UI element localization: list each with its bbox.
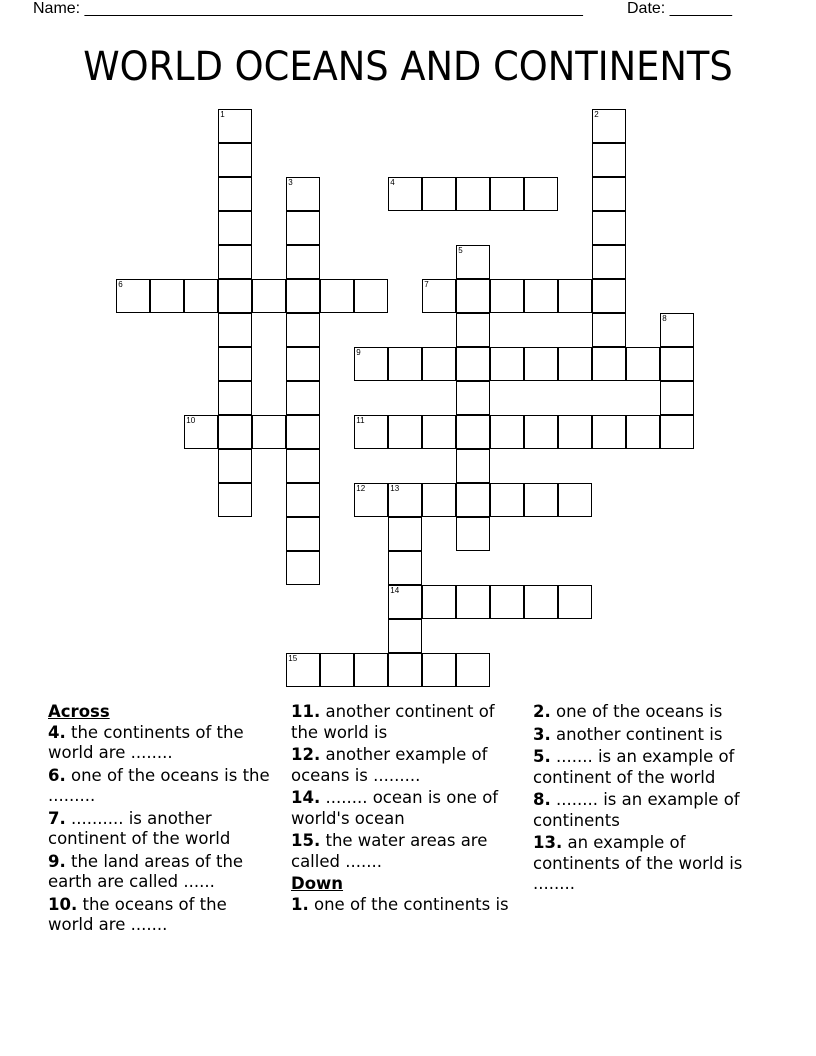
clue-num: 14. <box>291 788 321 807</box>
grid-cell[interactable] <box>524 177 558 211</box>
grid-cell[interactable] <box>218 211 252 245</box>
clue-text: the oceans of the world are ....... <box>48 894 227 934</box>
grid-cell[interactable] <box>388 517 422 551</box>
grid-cell[interactable] <box>558 585 592 619</box>
across-clue <box>291 831 519 872</box>
clue-num: 11. <box>291 702 321 721</box>
grid-cell[interactable] <box>422 585 456 619</box>
grid-cell[interactable] <box>286 449 320 483</box>
grid-cell[interactable] <box>116 279 150 313</box>
grid-cell[interactable] <box>388 585 422 619</box>
grid-cell[interactable] <box>490 347 524 381</box>
clue-num: 3. <box>533 724 551 744</box>
grid-cell[interactable] <box>456 449 490 483</box>
down-clue <box>291 895 519 916</box>
grid-cell[interactable] <box>218 313 252 347</box>
grid-cell[interactable] <box>286 279 320 313</box>
grid-cell[interactable] <box>286 177 320 211</box>
grid-cell[interactable] <box>218 449 252 483</box>
grid-cell[interactable] <box>456 177 490 211</box>
grid-cell[interactable] <box>286 313 320 347</box>
down-clue <box>533 790 773 831</box>
clue-number: 14 <box>390 586 400 596</box>
grid-cell[interactable] <box>388 551 422 585</box>
across-clue <box>291 702 519 743</box>
grid-cell[interactable] <box>524 347 558 381</box>
down-clue <box>533 725 773 746</box>
grid-cell[interactable] <box>660 415 694 449</box>
clue-text: another continent of the world is <box>291 702 495 742</box>
grid-cell[interactable] <box>422 653 456 687</box>
clue-number: 7 <box>424 280 429 290</box>
grid-cell[interactable] <box>388 415 422 449</box>
clue-number: 2 <box>594 110 599 120</box>
grid-cell[interactable] <box>252 279 286 313</box>
grid-cell[interactable] <box>286 381 320 415</box>
grid-cell[interactable] <box>524 585 558 619</box>
clue-text: another example of oceans is ......... <box>291 745 488 785</box>
grid-cell[interactable] <box>456 415 490 449</box>
grid-cell[interactable] <box>456 279 490 313</box>
across-clue <box>48 895 273 936</box>
clue-text: one of the oceans is the ......... <box>48 765 270 805</box>
clue-number: 8 <box>662 314 667 324</box>
grid-cell[interactable] <box>218 483 252 517</box>
clue-number: 12 <box>356 484 366 494</box>
grid-cell[interactable] <box>422 279 456 313</box>
clues-column-1 <box>48 702 273 938</box>
grid-cell[interactable] <box>592 279 626 313</box>
clue-number: 10 <box>186 416 196 426</box>
grid-cell[interactable] <box>286 653 320 687</box>
grid-cell[interactable] <box>218 415 252 449</box>
name-field[interactable]: Name: ________________________________________________________ <box>33 0 583 17</box>
clue-text: ........ ocean is one of world's ocean <box>291 788 499 828</box>
clue-number: 3 <box>288 178 293 188</box>
clue-text: ........ is an example of continents <box>533 790 740 830</box>
grid-cell[interactable] <box>388 483 422 517</box>
grid-cell[interactable] <box>558 483 592 517</box>
clue-num: 9. <box>48 851 66 871</box>
clue-number: 6 <box>118 280 123 290</box>
across-heading: Across <box>48 702 110 721</box>
grid-cell[interactable] <box>422 483 456 517</box>
grid-cell[interactable] <box>660 313 694 347</box>
clue-text: ....... is an example of continent of the world <box>533 747 735 787</box>
grid-cell[interactable] <box>456 347 490 381</box>
across-clue <box>291 745 519 786</box>
clue-number: 13 <box>390 484 400 494</box>
grid-cell[interactable] <box>592 313 626 347</box>
grid-cell[interactable] <box>422 177 456 211</box>
grid-cell[interactable] <box>286 551 320 585</box>
clues-column-3 <box>533 702 773 897</box>
grid-cell[interactable] <box>286 483 320 517</box>
grid-cell[interactable] <box>524 483 558 517</box>
grid-cell[interactable] <box>354 347 388 381</box>
clue-num: 6. <box>48 765 66 785</box>
grid-cell[interactable] <box>456 585 490 619</box>
clue-text: the water areas are called ....... <box>291 831 488 871</box>
grid-cell[interactable] <box>286 245 320 279</box>
grid-cell[interactable] <box>592 211 626 245</box>
across-clue <box>291 788 519 829</box>
grid-cell[interactable] <box>218 109 252 143</box>
grid-cell[interactable] <box>184 415 218 449</box>
across-clue <box>48 809 273 850</box>
down-clue <box>533 833 773 895</box>
grid-cell[interactable] <box>524 279 558 313</box>
grid-cell[interactable] <box>456 483 490 517</box>
across-clue <box>48 766 273 807</box>
grid-cell[interactable] <box>184 279 218 313</box>
grid-cell[interactable] <box>592 177 626 211</box>
across-clue <box>48 852 273 893</box>
clue-num: 8. <box>533 790 551 809</box>
grid-cell[interactable] <box>218 177 252 211</box>
grid-cell[interactable] <box>388 347 422 381</box>
grid-cell[interactable] <box>388 177 422 211</box>
grid-cell[interactable] <box>592 245 626 279</box>
grid-cell[interactable] <box>490 585 524 619</box>
clue-num: 13. <box>533 833 563 852</box>
date-field[interactable]: Date: _______ <box>627 0 732 17</box>
grid-cell[interactable] <box>592 109 626 143</box>
grid-cell[interactable] <box>626 347 660 381</box>
clue-text: the land areas of the earth are called ...... <box>48 851 244 891</box>
clue-num: 10. <box>48 894 78 914</box>
clue-text: .......... is another continent of the world <box>48 808 231 848</box>
grid-cell[interactable] <box>150 279 184 313</box>
grid-cell[interactable] <box>286 211 320 245</box>
grid-cell[interactable] <box>490 415 524 449</box>
grid-cell[interactable] <box>490 483 524 517</box>
across-clue <box>48 723 273 764</box>
clue-number: 1 <box>220 110 225 120</box>
clue-text: the continents of the world are ........ <box>48 722 244 762</box>
clue-text: another continent is <box>556 724 723 744</box>
grid-cell[interactable] <box>218 143 252 177</box>
grid-cell[interactable] <box>456 245 490 279</box>
clue-number: 15 <box>288 654 298 664</box>
page-title: WORLD OCEANS AND CONTINENTS <box>83 44 733 90</box>
grid-cell[interactable] <box>592 347 626 381</box>
grid-cell[interactable] <box>660 381 694 415</box>
grid-cell[interactable] <box>490 279 524 313</box>
clue-number: 5 <box>458 246 463 256</box>
clue-num: 7. <box>48 808 66 828</box>
grid-cell[interactable] <box>320 279 354 313</box>
grid-cell[interactable] <box>422 415 456 449</box>
down-clue <box>533 702 773 723</box>
grid-cell[interactable] <box>558 279 592 313</box>
clue-num: 15. <box>291 831 321 850</box>
clues-column-2 <box>291 702 519 917</box>
grid-cell[interactable] <box>456 381 490 415</box>
clue-number: 11 <box>356 416 365 426</box>
grid-cell[interactable] <box>354 415 388 449</box>
clue-num: 2. <box>533 702 551 721</box>
clue-num: 4. <box>48 722 66 742</box>
grid-cell[interactable] <box>218 381 252 415</box>
grid-cell[interactable] <box>354 279 388 313</box>
grid-cell[interactable] <box>558 347 592 381</box>
grid-cell[interactable] <box>218 279 252 313</box>
grid-cell[interactable] <box>286 415 320 449</box>
clue-text: one of the continents is <box>314 894 509 914</box>
clue-number: 9 <box>356 348 361 358</box>
grid-cell[interactable] <box>286 347 320 381</box>
grid-cell[interactable] <box>252 415 286 449</box>
grid-cell[interactable] <box>490 177 524 211</box>
clue-text: one of the oceans is <box>556 702 723 721</box>
clue-num: 12. <box>291 745 321 764</box>
grid-cell[interactable] <box>558 415 592 449</box>
grid-cell[interactable] <box>626 415 660 449</box>
grid-cell[interactable] <box>388 619 422 653</box>
grid-cell[interactable] <box>388 653 422 687</box>
clue-num: 1. <box>291 894 309 914</box>
grid-cell[interactable] <box>456 653 490 687</box>
clue-text: an example of continents of the world is ........ <box>533 833 743 893</box>
grid-cell[interactable] <box>218 347 252 381</box>
grid-cell[interactable] <box>456 517 490 551</box>
grid-cell[interactable] <box>354 653 388 687</box>
down-heading: Down <box>291 874 344 893</box>
grid-cell[interactable] <box>218 245 252 279</box>
grid-cell[interactable] <box>524 415 558 449</box>
down-clue <box>533 747 773 788</box>
grid-cell[interactable] <box>320 653 354 687</box>
grid-cell[interactable] <box>354 483 388 517</box>
grid-cell[interactable] <box>592 415 626 449</box>
clue-num: 5. <box>533 747 551 766</box>
clue-number: 4 <box>390 178 395 188</box>
grid-cell[interactable] <box>422 347 456 381</box>
grid-cell[interactable] <box>286 517 320 551</box>
grid-cell[interactable] <box>660 347 694 381</box>
grid-cell[interactable] <box>456 313 490 347</box>
grid-cell[interactable] <box>592 143 626 177</box>
